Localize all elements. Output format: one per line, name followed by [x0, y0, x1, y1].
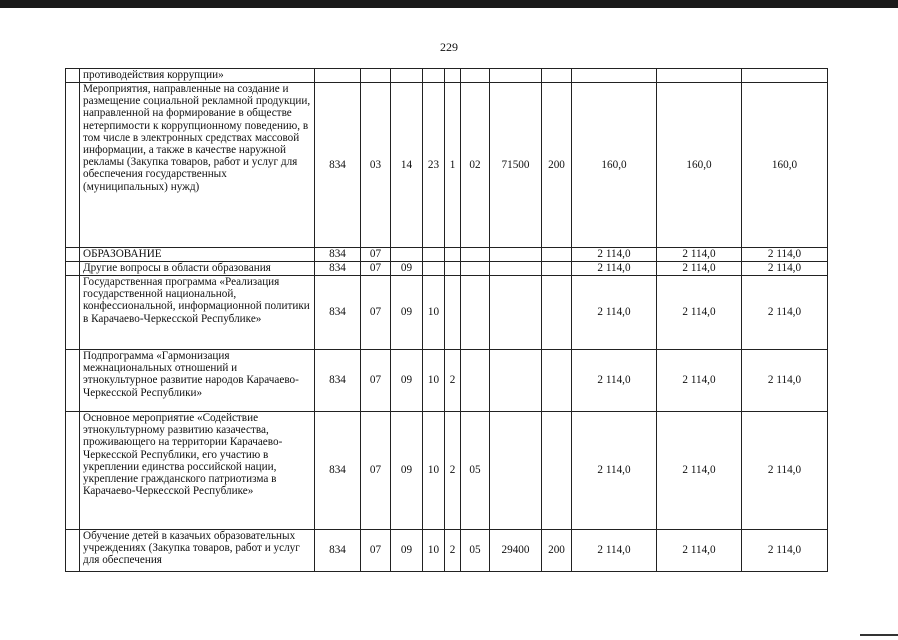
cell-ministry-code: 834 [315, 350, 361, 412]
cell-subprogram [445, 248, 461, 262]
cell-direction [490, 69, 542, 83]
row-marker-cell [66, 262, 80, 276]
row-marker-cell [66, 412, 80, 530]
page-top-border [0, 0, 898, 8]
row-marker-cell [66, 248, 80, 262]
cell-amount-3: 2 114,0 [742, 350, 828, 412]
cell-expense-type [542, 69, 572, 83]
cell-program: 10 [423, 412, 445, 530]
cell-program: 10 [423, 276, 445, 350]
cell-amount-2: 2 114,0 [657, 412, 742, 530]
cell-main-activity: 05 [461, 530, 490, 572]
table-row [66, 262, 828, 276]
cell-direction: 29400 [490, 530, 542, 572]
cell-section: 03 [361, 83, 391, 248]
cell-amount-2: 2 114,0 [657, 350, 742, 412]
cell-subprogram: 1 [445, 83, 461, 248]
cell-section: 07 [361, 350, 391, 412]
cell-main-activity: 05 [461, 412, 490, 530]
cell-direction [490, 262, 542, 276]
cell-amount-2 [657, 69, 742, 83]
cell-subsection [391, 69, 423, 83]
row-marker-cell [66, 83, 80, 248]
cell-subsection: 09 [391, 530, 423, 572]
cell-amount-1: 2 114,0 [572, 412, 657, 530]
cell-amount-3: 2 114,0 [742, 412, 828, 530]
cell-subsection: 09 [391, 350, 423, 412]
cell-expense-type [542, 412, 572, 530]
cell-direction [490, 276, 542, 350]
cell-subprogram: 2 [445, 412, 461, 530]
row-marker-cell [66, 69, 80, 83]
cell-program [423, 69, 445, 83]
cell-direction [490, 412, 542, 530]
row-name: Обучение детей в казачьих образовательных учреждениях (Закупка товаров, работ и услуг для обеспечения [80, 530, 315, 572]
row-name: Государственная программа «Реализация государственной национальной, конфессиональной, информационной политики в Карачаево-Черкесской Республике» [80, 276, 315, 350]
cell-ministry-code: 834 [315, 248, 361, 262]
cell-expense-type [542, 350, 572, 412]
row-name: Подпрограмма «Гармонизация межнациональных отношений и этнокультурное развитие народов Карачаево-Черкесской Республики» [80, 350, 315, 412]
table-row [66, 530, 828, 572]
cell-amount-3: 2 114,0 [742, 276, 828, 350]
cell-expense-type: 200 [542, 83, 572, 248]
cell-expense-type [542, 248, 572, 262]
cell-section: 07 [361, 276, 391, 350]
cell-amount-1: 160,0 [572, 83, 657, 248]
page-number: 229 [440, 40, 458, 54]
cell-program [423, 248, 445, 262]
cell-amount-3: 2 114,0 [742, 530, 828, 572]
cell-subprogram [445, 276, 461, 350]
table-row [66, 83, 828, 248]
cell-section: 07 [361, 262, 391, 276]
cell-program [423, 262, 445, 276]
cell-subsection: 14 [391, 83, 423, 248]
cell-main-activity: 02 [461, 83, 490, 248]
cell-subprogram [445, 262, 461, 276]
cell-expense-type [542, 276, 572, 350]
cell-subprogram: 2 [445, 350, 461, 412]
cell-amount-2: 160,0 [657, 83, 742, 248]
cell-section: 07 [361, 530, 391, 572]
cell-amount-2: 2 114,0 [657, 248, 742, 262]
cell-ministry-code [315, 69, 361, 83]
row-name: Мероприятия, направленные на создание и размещение социальной рекламной продукции, направленной на формирование в обществе нетерпимости к коррупционному поведению, в том числе в электронных средствах массовой информации, а также в качестве наружной рекламы (Закупка товаров, работ и услуг для обеспечения государственных (муниципальных) нужд) [80, 83, 315, 248]
cell-amount-3: 2 114,0 [742, 262, 828, 276]
row-name: противодействия коррупции» [80, 69, 315, 83]
cell-program: 23 [423, 83, 445, 248]
cell-program: 10 [423, 350, 445, 412]
cell-main-activity [461, 276, 490, 350]
cell-subprogram [445, 69, 461, 83]
cell-amount-1: 2 114,0 [572, 350, 657, 412]
table-row [66, 412, 828, 530]
cell-ministry-code: 834 [315, 276, 361, 350]
table-row [66, 69, 828, 83]
cell-ministry-code: 834 [315, 412, 361, 530]
row-marker-cell [66, 530, 80, 572]
table-row [66, 276, 828, 350]
cell-amount-1 [572, 69, 657, 83]
cell-amount-1: 2 114,0 [572, 276, 657, 350]
budget-table [65, 68, 828, 572]
cell-ministry-code: 834 [315, 262, 361, 276]
cell-amount-1: 2 114,0 [572, 530, 657, 572]
cell-amount-2: 2 114,0 [657, 276, 742, 350]
cell-direction [490, 350, 542, 412]
cell-main-activity [461, 69, 490, 83]
cell-subsection: 09 [391, 262, 423, 276]
cell-main-activity [461, 248, 490, 262]
cell-section [361, 69, 391, 83]
cell-amount-1: 2 114,0 [572, 248, 657, 262]
cell-section: 07 [361, 412, 391, 530]
cell-expense-type: 200 [542, 530, 572, 572]
cell-amount-1: 2 114,0 [572, 262, 657, 276]
row-marker-cell [66, 350, 80, 412]
row-name: Другие вопросы в области образования [80, 262, 315, 276]
cell-section: 07 [361, 248, 391, 262]
cell-subprogram: 2 [445, 530, 461, 572]
cell-program: 10 [423, 530, 445, 572]
cell-direction [490, 248, 542, 262]
cell-amount-3: 2 114,0 [742, 248, 828, 262]
cell-main-activity [461, 262, 490, 276]
row-marker-cell [66, 276, 80, 350]
cell-amount-3: 160,0 [742, 83, 828, 248]
cell-ministry-code: 834 [315, 530, 361, 572]
cell-subsection: 09 [391, 276, 423, 350]
row-name: ОБРАЗОВАНИЕ [80, 248, 315, 262]
page-corner-mark [860, 634, 898, 636]
table-row [66, 248, 828, 262]
cell-main-activity [461, 350, 490, 412]
cell-ministry-code: 834 [315, 83, 361, 248]
cell-subsection [391, 248, 423, 262]
cell-expense-type [542, 262, 572, 276]
cell-amount-2: 2 114,0 [657, 530, 742, 572]
table-row [66, 350, 828, 412]
cell-direction: 71500 [490, 83, 542, 248]
cell-amount-3 [742, 69, 828, 83]
cell-amount-2: 2 114,0 [657, 262, 742, 276]
row-name: Основное мероприятие «Содействие этнокультурному развитию казачества, проживающего на территории Карачаево-Черкесской Республики, его участию в укреплении единства российской нации, укрепление гражданского патриотизма в Карачаево-Черкесской Республике» [80, 412, 315, 530]
cell-subsection: 09 [391, 412, 423, 530]
